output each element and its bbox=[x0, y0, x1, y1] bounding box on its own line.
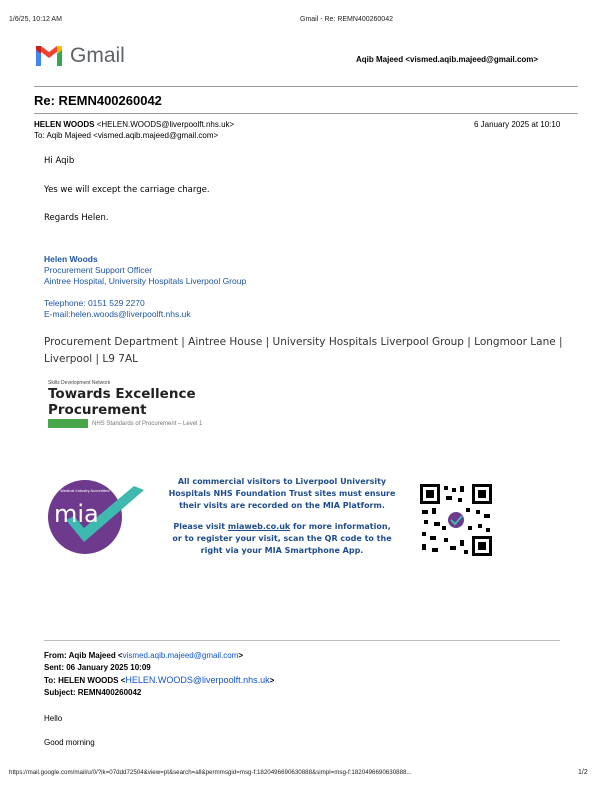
greeting: Hi Aqib bbox=[44, 156, 75, 166]
mia-notice-line-3: their visits are recorded on the MIA Platform. bbox=[179, 501, 385, 510]
tep-badge: NHS Standards of Procurement – Level 1 bbox=[92, 420, 203, 427]
gmail-m-icon[interactable] bbox=[34, 44, 64, 68]
mia-logo bbox=[48, 476, 148, 558]
mia-visit-line-2: or to register your visit, scan the QR code to the bbox=[172, 534, 392, 543]
print-url: https://mail.google.com/mail/u/0/?ik=07ddd72504&view=pt&search=all&permmsgid=msg-f:1820496690630888&simpl=msg-f:1820496690630888... bbox=[9, 769, 412, 776]
dept-line-2: Liverpool | L9 7AL bbox=[44, 353, 138, 365]
signature-title: Procurement Support Officer bbox=[44, 265, 153, 275]
tep-network: Skills Development Network bbox=[48, 380, 111, 386]
mia-seal-text: Medical Industry Accredited bbox=[60, 488, 110, 493]
message-date: 6 January 2025 at 10:10 bbox=[474, 120, 561, 129]
thread-subject: Re: REMN400260042 bbox=[34, 93, 162, 108]
header-divider bbox=[34, 86, 578, 87]
print-datetime: 1/6/25, 10:12 AM bbox=[9, 16, 62, 23]
department-address bbox=[44, 334, 584, 368]
mia-link[interactable]: miaweb.co.uk bbox=[227, 522, 291, 531]
dept-line-1: Procurement Department | Aintree House | University Hospitals Liverpool Group | Longmoor Lane | bbox=[44, 336, 563, 348]
nhs-badge-icon bbox=[48, 419, 88, 428]
body-line: Yes we will except the carriage charge. bbox=[44, 185, 210, 195]
subject-divider bbox=[34, 113, 578, 114]
tep-logo bbox=[48, 380, 278, 427]
signature-block bbox=[44, 254, 246, 287]
signature-org: Aintree Hospital, University Hospitals Liverpool Group bbox=[44, 276, 247, 286]
signature-email-link[interactable]: E-mail:helen.woods@liverpoolft.nhs.uk bbox=[44, 309, 191, 319]
quoted-sent: Sent: 06 January 2025 10:09 bbox=[44, 663, 151, 672]
quote-divider bbox=[44, 640, 560, 641]
closing: Regards Helen. bbox=[44, 213, 109, 223]
sender-email: <HELEN.WOODS@liverpoolft.nhs.uk> bbox=[96, 120, 235, 129]
gmail-logo-text[interactable]: Gmail bbox=[70, 44, 125, 67]
account-label: Aqib Majeed <vismed.aqib.majeed@gmail.com> bbox=[356, 55, 539, 64]
quoted-to-email[interactable]: HELEN.WOODS@liverpoolft.nhs.uk bbox=[125, 675, 270, 685]
quoted-hello: Hello bbox=[44, 714, 63, 723]
mia-notice bbox=[164, 476, 400, 557]
quoted-to: To: HELEN WOODS <HELEN.WOODS@liverpoolft.nhs.uk> bbox=[44, 675, 275, 685]
mia-logo-text: mia bbox=[54, 500, 99, 528]
quoted-header bbox=[44, 650, 274, 699]
signature-contact bbox=[44, 298, 191, 320]
print-page-number: 1/2 bbox=[578, 769, 588, 776]
tep-title bbox=[48, 386, 278, 418]
quoted-subject: Subject: REMN400260042 bbox=[44, 688, 142, 697]
signature-name: Helen Woods bbox=[44, 254, 98, 264]
mia-visit-line-1: Please visit miaweb.co.uk for more information, bbox=[173, 522, 391, 531]
quoted-from: From: Aqib Majeed <vismed.aqib.majeed@gmail.com> bbox=[44, 651, 244, 660]
quoted-from-email[interactable]: vismed.aqib.majeed@gmail.com bbox=[122, 651, 239, 660]
mia-notice-line-2: Hospitals NHS Foundation Trust sites must ensure bbox=[168, 489, 396, 498]
sender-name: HELEN WOODS bbox=[34, 120, 95, 129]
mia-visit-line-3: right via your MIA Smartphone App. bbox=[200, 546, 364, 555]
signature-telephone: Telephone: 0151 529 2270 bbox=[44, 298, 145, 308]
mia-notice-line-1: All commercial visitors to Liverpool University bbox=[177, 477, 387, 486]
message-sender[interactable] bbox=[34, 120, 234, 129]
tep-title-text: Towards Excellence Procurement bbox=[48, 386, 196, 418]
print-tab-title: Gmail - Re: REMN400260042 bbox=[300, 16, 393, 23]
qr-code-icon bbox=[420, 484, 492, 556]
message-recipient: To: Aqib Majeed <vismed.aqib.majeed@gmail.com> bbox=[34, 131, 219, 140]
tep-badge-row bbox=[48, 419, 278, 428]
quoted-good-morning: Good morning bbox=[44, 738, 95, 747]
